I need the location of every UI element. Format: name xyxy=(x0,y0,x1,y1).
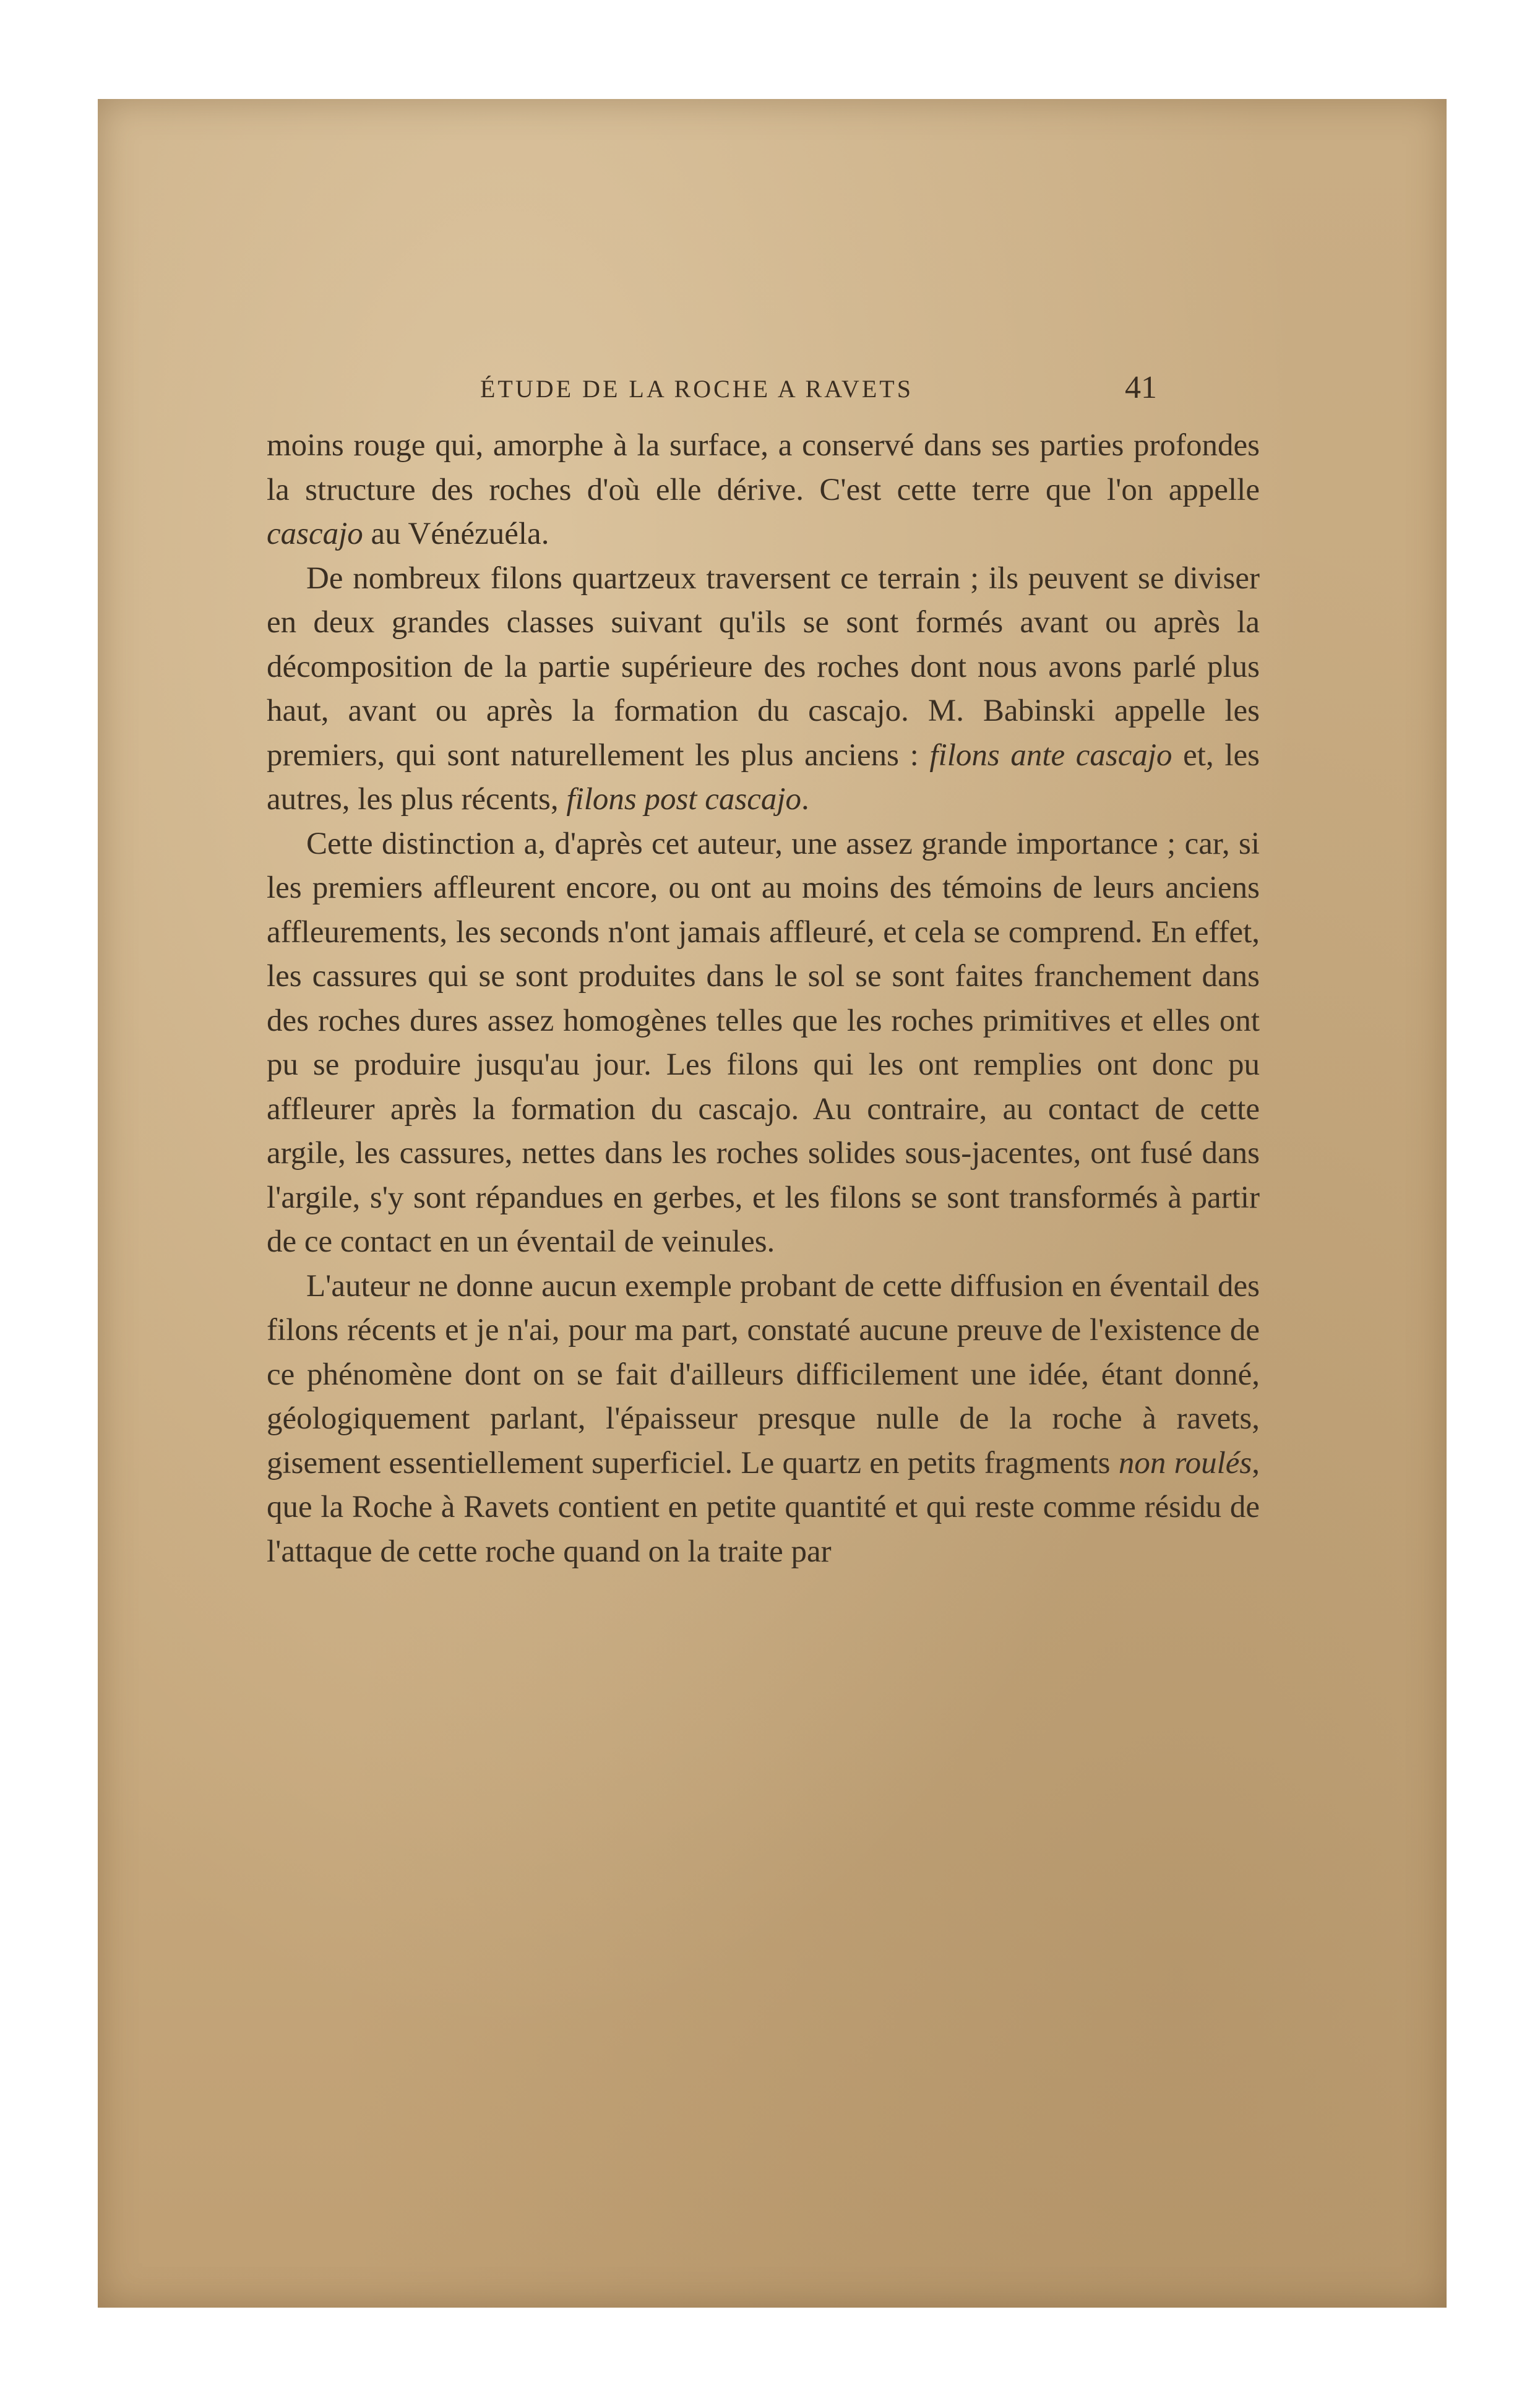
paragraph-2-text-a: De nombreux filons quartzeux traversent ce terrain ; ils peuvent se diviser en deux grandes classes suivant qu'ils se sont formés avant ou après la décomposition de la partie supérieure des roches dont nous avons parlé plus haut, avant ou après la formation du cascajo. M. Babinski appelle les premiers, qui sont naturellement les plus anciens : xyxy=(267,561,1260,773)
paragraph-2 xyxy=(267,557,1260,822)
scanned-page xyxy=(98,99,1447,2308)
paragraph-1 xyxy=(267,424,1260,557)
term-filons-post-cascajo: filons post cascajo xyxy=(566,782,802,817)
paragraph-4 xyxy=(267,1265,1260,1575)
term-filons-ante-cascajo: filons ante cascajo xyxy=(929,737,1172,773)
running-title: ÉTUDE DE LA ROCHE A RAVETS xyxy=(480,375,913,403)
running-head xyxy=(98,370,1447,418)
page-number: 41 xyxy=(1125,370,1157,405)
paragraph-1-text-c: au Vénézuéla. xyxy=(363,517,549,551)
paragraph-4-text-c: , que la Roche à Ravets contient en petite quantité et qui reste comme résidu de l'attaque de cette roche quand on la traite par xyxy=(267,1445,1260,1569)
body-text xyxy=(267,424,1260,1574)
paragraph-3 xyxy=(267,822,1260,1265)
term-cascajo: cascajo xyxy=(267,517,363,551)
paragraph-2-text-c: et, les autres, les plus récents, xyxy=(267,737,1260,817)
paragraph-3-text: Cette distinction a, d'après cet auteur, une assez grande importance ; car, si les premiers affleurent encore, ou ont au moins des témoins de leurs anciens affleurements, les seconds n'ont jamais affleuré, et cela se comprend. En effet, les cassures qui se sont produites dans le sol se sont faites franchement dans des roches dures assez homogènes telles que les roches primitives et elles ont pu se produire jusqu'au jour. Les filons qui les ont remplies ont donc pu affleurer après la formation du cascajo. Au contraire, au contact de cette argile, les cassures, nettes dans les roches solides sous-jacentes, ont fusé dans l'argile, s'y sont répandues en gerbes, et les filons se sont transformés à partir de ce contact en un éventail de veinules. xyxy=(267,826,1260,1259)
paragraph-1-text-a: moins rouge qui, amorphe à la surface, a conservé dans ses parties profondes la structure des roches d'où elle dérive. C'est cette terre que l'on appelle xyxy=(267,428,1260,507)
term-non-roules: non roulés xyxy=(1118,1445,1252,1480)
paragraph-4-text-a: L'auteur ne donne aucun exemple probant de cette diffusion en éventail des filons récents et je n'ai, pour ma part, constaté aucune preuve de l'existence de ce phénomène dont on se fait d'ailleurs difficilement une idée, étant donné, géologiquement parlant, l'épaisseur presque nulle de la roche à ravets, gisement essentiellement superficiel. Le quartz en petits fragments xyxy=(267,1268,1260,1480)
paragraph-2-text-e: . xyxy=(801,782,809,817)
